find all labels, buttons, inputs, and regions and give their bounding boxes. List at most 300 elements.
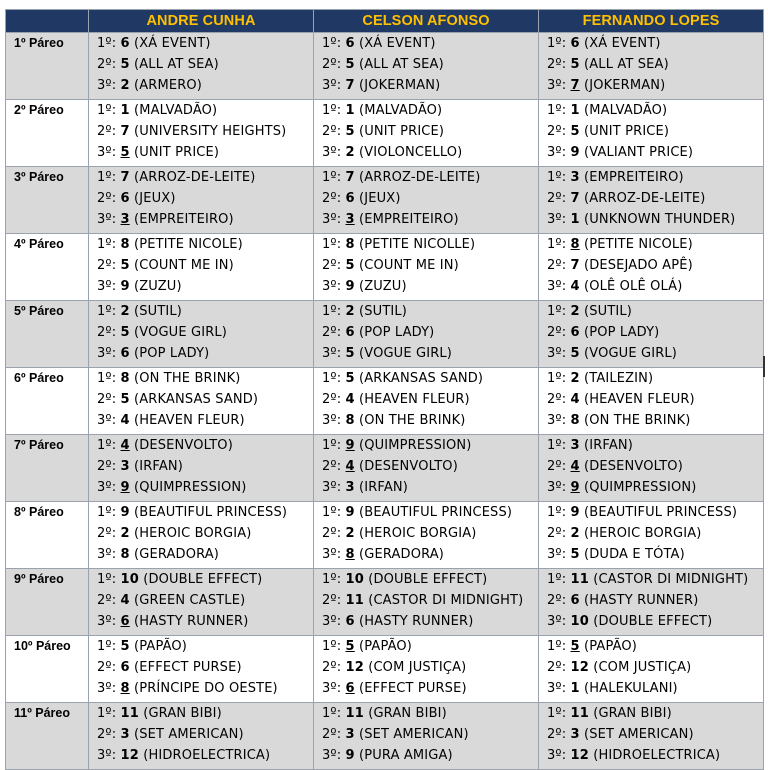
pick-line: [314, 435, 538, 456]
pick-number: 2: [570, 371, 580, 386]
pick-position: 3º:: [97, 346, 117, 361]
pick-position: 2º:: [97, 660, 117, 675]
race-label: 11º Páreo: [6, 703, 89, 770]
pick-line: [314, 410, 538, 431]
pick-horse-name: (DOUBLE EFFECT): [143, 572, 263, 587]
pick-position: 3º:: [547, 346, 567, 361]
pick-position: 2º:: [322, 593, 342, 608]
pick-cell: [539, 100, 764, 167]
pick-horse-name: (SET AMERICAN): [359, 727, 469, 742]
pick-number: 3: [345, 480, 355, 495]
race-label: 2º Páreo: [6, 100, 89, 167]
pick-horse-name: (ALL AT SEA): [584, 57, 669, 72]
pick-horse-name: (COM JUSTIÇA): [593, 660, 692, 675]
pick-line: [89, 544, 313, 565]
pick-horse-name: (DESENVOLTO): [359, 459, 458, 474]
pick-position: 2º:: [547, 57, 567, 72]
pick-horse-name: (CASTOR DI MIDNIGHT): [593, 572, 749, 587]
pick-horse-name: (VOGUE GIRL): [134, 325, 227, 340]
pick-number: 5: [345, 57, 355, 72]
pick-position: 1º:: [97, 505, 117, 520]
pick-horse-name: (VIOLONCELLO): [359, 145, 463, 160]
pick-position: 3º:: [97, 748, 117, 763]
pick-cell: [314, 301, 539, 368]
pick-position: 1º:: [97, 36, 117, 51]
pick-position: 2º:: [322, 526, 342, 541]
pick-position: 1º:: [322, 572, 342, 587]
pick-number: 5: [120, 325, 130, 340]
pick-position: 3º:: [322, 681, 342, 696]
pick-position: 1º:: [97, 639, 117, 654]
pick-horse-name: (ZUZU): [134, 279, 182, 294]
pick-number: 8: [570, 237, 580, 252]
pick-horse-name: (XÁ EVENT): [359, 36, 436, 51]
pick-line: [539, 678, 763, 699]
pick-horse-name: (SUTIL): [134, 304, 183, 319]
pick-number: 6: [345, 191, 355, 206]
pick-line: [89, 569, 313, 590]
pick-number: 2: [345, 145, 355, 160]
pick-horse-name: (SET AMERICAN): [134, 727, 244, 742]
pick-horse-name: (COM JUSTIÇA): [368, 660, 467, 675]
pick-horse-name: (XÁ EVENT): [134, 36, 211, 51]
pick-line: [89, 724, 313, 745]
pick-line: [539, 745, 763, 766]
pick-line: [89, 343, 313, 364]
pick-position: 2º:: [547, 124, 567, 139]
pick-position: 3º:: [322, 748, 342, 763]
pick-line: [89, 209, 313, 230]
pick-cell: [539, 167, 764, 234]
pick-line: [314, 745, 538, 766]
pick-line: [89, 322, 313, 343]
pick-position: 2º:: [547, 593, 567, 608]
pick-position: 3º:: [547, 78, 567, 93]
pick-line: [314, 544, 538, 565]
pick-line: [314, 33, 538, 54]
pick-position: 1º:: [547, 505, 567, 520]
pick-cell: [89, 167, 314, 234]
pick-number: 2: [120, 304, 130, 319]
pick-position: 3º:: [547, 614, 567, 629]
pick-horse-name: (UNIT PRICE): [359, 124, 445, 139]
pick-position: 1º:: [547, 103, 567, 118]
pick-position: 2º:: [547, 191, 567, 206]
pick-horse-name: (MALVADÃO): [584, 103, 668, 118]
pick-position: 2º:: [547, 392, 567, 407]
pick-position: 1º:: [322, 505, 342, 520]
pick-line: [89, 678, 313, 699]
pick-line: [89, 234, 313, 255]
pick-number: 5: [570, 639, 580, 654]
header-corner: [6, 10, 89, 33]
pick-cell: [314, 636, 539, 703]
pick-position: 3º:: [97, 413, 117, 428]
pick-horse-name: (UNIVERSITY HEIGHTS): [134, 124, 287, 139]
pick-position: 1º:: [547, 639, 567, 654]
pick-number: 5: [345, 371, 355, 386]
pick-cell: [314, 569, 539, 636]
pick-position: 1º:: [547, 170, 567, 185]
pick-horse-name: (PAPÃO): [359, 639, 413, 654]
pick-line: [314, 636, 538, 657]
race-label: 8º Páreo: [6, 502, 89, 569]
pick-number: 9: [345, 505, 355, 520]
pick-line: [539, 75, 763, 96]
pick-horse-name: (GRAN BIBI): [143, 706, 222, 721]
pick-number: 9: [120, 505, 130, 520]
pick-line: [539, 234, 763, 255]
pick-line: [89, 167, 313, 188]
pick-position: 2º:: [547, 325, 567, 340]
pick-horse-name: (DOUBLE EFFECT): [368, 572, 488, 587]
pick-position: 2º:: [97, 727, 117, 742]
pick-horse-name: (EFFECT PURSE): [359, 681, 467, 696]
pick-horse-name: (HEAVEN FLEUR): [134, 413, 245, 428]
pick-line: [539, 322, 763, 343]
pick-number: 7: [120, 170, 130, 185]
pick-number: 5: [120, 57, 130, 72]
pick-horse-name: (EMPREITEIRO): [584, 170, 684, 185]
pick-line: [314, 523, 538, 544]
pick-horse-name: (TAILEZIN): [584, 371, 654, 386]
pick-number: 9: [345, 279, 355, 294]
pick-horse-name: (QUIMPRESSION): [584, 480, 697, 495]
race-row: [6, 301, 764, 368]
pick-number: 3: [120, 727, 130, 742]
pick-horse-name: (BEAUTIFUL PRINCESS): [134, 505, 288, 520]
pick-line: [314, 209, 538, 230]
pick-position: 1º:: [322, 706, 342, 721]
pick-horse-name: (DESEJADO APÊ): [584, 258, 693, 273]
picks-body: [6, 33, 764, 770]
pick-position: 2º:: [322, 258, 342, 273]
pick-position: 1º:: [547, 371, 567, 386]
pick-number: 7: [345, 78, 355, 93]
pick-horse-name: (ON THE BRINK): [359, 413, 466, 428]
pick-horse-name: (PURA AMIGA): [359, 748, 453, 763]
pick-horse-name: (GERADORA): [134, 547, 220, 562]
pick-position: 3º:: [547, 681, 567, 696]
pick-number: 8: [120, 371, 130, 386]
pick-horse-name: (HEAVEN FLEUR): [584, 392, 695, 407]
pick-line: [539, 590, 763, 611]
pick-cell: [539, 636, 764, 703]
pick-position: 1º:: [97, 237, 117, 252]
pick-line: [89, 255, 313, 276]
pick-number: 9: [345, 748, 355, 763]
pick-position: 3º:: [547, 212, 567, 227]
pick-number: 6: [345, 325, 355, 340]
pick-line: [539, 703, 763, 724]
pick-line: [89, 301, 313, 322]
pick-number: 6: [120, 614, 130, 629]
pick-line: [314, 54, 538, 75]
pick-cell: [314, 100, 539, 167]
pick-position: 1º:: [547, 237, 567, 252]
pick-position: 2º:: [322, 660, 342, 675]
pick-horse-name: (ZUZU): [359, 279, 407, 294]
pick-horse-name: (PETITE NICOLE): [134, 237, 243, 252]
pick-horse-name: (EMPREITEIRO): [134, 212, 234, 227]
pick-line: [89, 435, 313, 456]
pick-horse-name: (UNKNOWN THUNDER): [584, 212, 736, 227]
pick-cell: [539, 502, 764, 569]
pick-horse-name: (ARROZ-DE-LEITE): [584, 191, 706, 206]
pick-number: 8: [345, 237, 355, 252]
pick-line: [89, 477, 313, 498]
pick-horse-name: (HIDROELECTRICA): [143, 748, 271, 763]
pick-position: 2º:: [97, 459, 117, 474]
pick-number: 2: [570, 526, 580, 541]
race-label: 7º Páreo: [6, 435, 89, 502]
pick-position: 2º:: [97, 392, 117, 407]
pick-line: [539, 477, 763, 498]
pick-number: 5: [570, 124, 580, 139]
pick-number: 6: [120, 36, 130, 51]
pick-line: [539, 544, 763, 565]
pick-line: [314, 389, 538, 410]
pick-horse-name: (JEUX): [359, 191, 401, 206]
pick-number: 9: [570, 480, 580, 495]
pick-position: 3º:: [97, 614, 117, 629]
pick-horse-name: (QUIMPRESSION): [134, 480, 247, 495]
pick-horse-name: (ON THE BRINK): [134, 371, 241, 386]
race-label: 10º Páreo: [6, 636, 89, 703]
picks-table: [5, 9, 764, 770]
pick-cell: [89, 368, 314, 435]
pick-position: 1º:: [322, 36, 342, 51]
pick-position: 2º:: [547, 459, 567, 474]
pick-number: 7: [345, 170, 355, 185]
pick-line: [89, 33, 313, 54]
pick-line: [89, 389, 313, 410]
pick-position: 3º:: [322, 480, 342, 495]
pick-position: 2º:: [97, 526, 117, 541]
pick-line: [314, 678, 538, 699]
pick-number: 12: [570, 748, 589, 763]
pick-horse-name: (UNIT PRICE): [134, 145, 220, 160]
pick-line: [539, 54, 763, 75]
race-row: [6, 435, 764, 502]
pick-line: [539, 410, 763, 431]
pick-position: 2º:: [547, 526, 567, 541]
pick-position: 2º:: [547, 727, 567, 742]
pick-number: 5: [570, 346, 580, 361]
pick-position: 3º:: [97, 145, 117, 160]
pick-number: 2: [120, 526, 130, 541]
pick-horse-name: (ARKANSAS SAND): [359, 371, 484, 386]
pick-number: 5: [345, 639, 355, 654]
pick-position: 1º:: [97, 103, 117, 118]
pick-line: [314, 343, 538, 364]
pick-horse-name: (CASTOR DI MIDNIGHT): [368, 593, 524, 608]
pick-line: [539, 502, 763, 523]
pick-line: [314, 724, 538, 745]
pick-cell: [89, 636, 314, 703]
pick-line: [314, 569, 538, 590]
pick-number: 3: [345, 212, 355, 227]
pick-line: [89, 657, 313, 678]
pick-position: 1º:: [97, 706, 117, 721]
pick-line: [314, 234, 538, 255]
text-cursor-mark: [763, 356, 765, 377]
pick-line: [539, 389, 763, 410]
pick-horse-name: (DESENVOLTO): [584, 459, 683, 474]
pick-number: 6: [570, 325, 580, 340]
pick-position: 3º:: [547, 279, 567, 294]
pick-cell: [314, 234, 539, 301]
pick-cell: [89, 703, 314, 770]
pick-number: 3: [570, 438, 580, 453]
pick-position: 3º:: [547, 547, 567, 562]
pick-horse-name: (SUTIL): [584, 304, 633, 319]
pick-number: 7: [570, 78, 580, 93]
pick-horse-name: (HASTY RUNNER): [134, 614, 249, 629]
pick-number: 4: [570, 392, 580, 407]
pick-cell: [89, 435, 314, 502]
pick-line: [539, 167, 763, 188]
pick-line: [314, 657, 538, 678]
pick-horse-name: (VALIANT PRICE): [584, 145, 694, 160]
pick-horse-name: (EFFECT PURSE): [134, 660, 242, 675]
pick-horse-name: (ON THE BRINK): [584, 413, 691, 428]
pick-horse-name: (DUDA E TÓTA): [584, 547, 685, 562]
pick-number: 9: [345, 438, 355, 453]
pick-line: [89, 188, 313, 209]
pick-cell: [89, 234, 314, 301]
pick-position: 3º:: [97, 681, 117, 696]
pick-horse-name: (HEROIC BORGIA): [584, 526, 702, 541]
pick-line: [539, 569, 763, 590]
pick-position: 2º:: [322, 124, 342, 139]
pick-number: 6: [120, 346, 130, 361]
pick-number: 3: [345, 727, 355, 742]
pick-position: 2º:: [322, 392, 342, 407]
pick-line: [539, 121, 763, 142]
pick-horse-name: (GERADORA): [359, 547, 445, 562]
pick-cell: [539, 703, 764, 770]
pick-position: 3º:: [322, 279, 342, 294]
pick-line: [539, 611, 763, 632]
pick-line: [314, 322, 538, 343]
pick-number: 11: [345, 593, 364, 608]
race-row: [6, 703, 764, 770]
pick-position: 2º:: [322, 191, 342, 206]
pick-number: 4: [345, 459, 355, 474]
race-row: [6, 33, 764, 100]
pick-line: [314, 368, 538, 389]
pick-horse-name: (HEAVEN FLEUR): [359, 392, 470, 407]
pick-horse-name: (PAPÃO): [134, 639, 188, 654]
pick-line: [314, 301, 538, 322]
pick-number: 4: [120, 438, 130, 453]
pick-line: [314, 121, 538, 142]
pick-cell: [89, 100, 314, 167]
pick-number: 2: [570, 304, 580, 319]
pick-cell: [314, 502, 539, 569]
column-header-celson-afonso: CELSON AFONSO: [314, 10, 539, 33]
pick-line: [314, 188, 538, 209]
pick-horse-name: (JEUX): [134, 191, 176, 206]
pick-line: [314, 502, 538, 523]
pick-horse-name: (VOGUE GIRL): [359, 346, 452, 361]
pick-horse-name: (DESENVOLTO): [134, 438, 233, 453]
pick-cell: [314, 703, 539, 770]
pick-number: 6: [345, 614, 355, 629]
pick-line: [539, 276, 763, 297]
pick-position: 1º:: [547, 572, 567, 587]
pick-horse-name: (UNIT PRICE): [584, 124, 670, 139]
pick-position: 3º:: [322, 346, 342, 361]
pick-position: 3º:: [322, 145, 342, 160]
pick-cell: [539, 435, 764, 502]
pick-horse-name: (BEAUTIFUL PRINCESS): [359, 505, 513, 520]
pick-line: [314, 456, 538, 477]
pick-number: 6: [345, 36, 355, 51]
pick-number: 10: [570, 614, 589, 629]
race-label: 6º Páreo: [6, 368, 89, 435]
pick-cell: [89, 569, 314, 636]
pick-number: 11: [120, 706, 139, 721]
pick-line: [314, 255, 538, 276]
pick-position: 1º:: [547, 438, 567, 453]
race-label: 9º Páreo: [6, 569, 89, 636]
pick-number: 4: [345, 392, 355, 407]
pick-number: 9: [570, 505, 580, 520]
pick-cell: [314, 368, 539, 435]
pick-horse-name: (IRFAN): [359, 480, 408, 495]
pick-line: [89, 54, 313, 75]
pick-position: 3º:: [97, 480, 117, 495]
pick-number: 5: [345, 346, 355, 361]
pick-horse-name: (POP LADY): [134, 346, 210, 361]
pick-horse-name: (GREEN CASTLE): [134, 593, 246, 608]
pick-position: 3º:: [322, 413, 342, 428]
pick-number: 7: [120, 124, 130, 139]
pick-horse-name: (OLÊ OLÊ OLÁ): [584, 279, 683, 294]
pick-number: 2: [345, 304, 355, 319]
pick-number: 5: [120, 392, 130, 407]
pick-line: [89, 121, 313, 142]
pick-number: 1: [570, 681, 580, 696]
pick-horse-name: (ALL AT SEA): [134, 57, 219, 72]
pick-horse-name: (POP LADY): [359, 325, 435, 340]
pick-cell: [539, 569, 764, 636]
pick-line: [314, 167, 538, 188]
pick-number: 11: [570, 706, 589, 721]
pick-line: [539, 209, 763, 230]
pick-number: 8: [345, 547, 355, 562]
header-row: [6, 10, 764, 33]
pick-line: [89, 368, 313, 389]
pick-number: 8: [570, 413, 580, 428]
pick-line: [539, 523, 763, 544]
pick-horse-name: (MALVADÃO): [134, 103, 218, 118]
column-header-andre-cunha: ANDRE CUNHA: [89, 10, 314, 33]
pick-horse-name: (ALL AT SEA): [359, 57, 444, 72]
pick-cell: [89, 301, 314, 368]
pick-position: 1º:: [322, 639, 342, 654]
pick-number: 5: [120, 639, 130, 654]
pick-horse-name: (ARKANSAS SAND): [134, 392, 259, 407]
pick-cell: [539, 301, 764, 368]
pick-line: [539, 255, 763, 276]
pick-horse-name: (HASTY RUNNER): [359, 614, 474, 629]
pick-horse-name: (HASTY RUNNER): [584, 593, 699, 608]
pick-horse-name: (JOKERMAN): [584, 78, 666, 93]
pick-position: 2º:: [547, 660, 567, 675]
